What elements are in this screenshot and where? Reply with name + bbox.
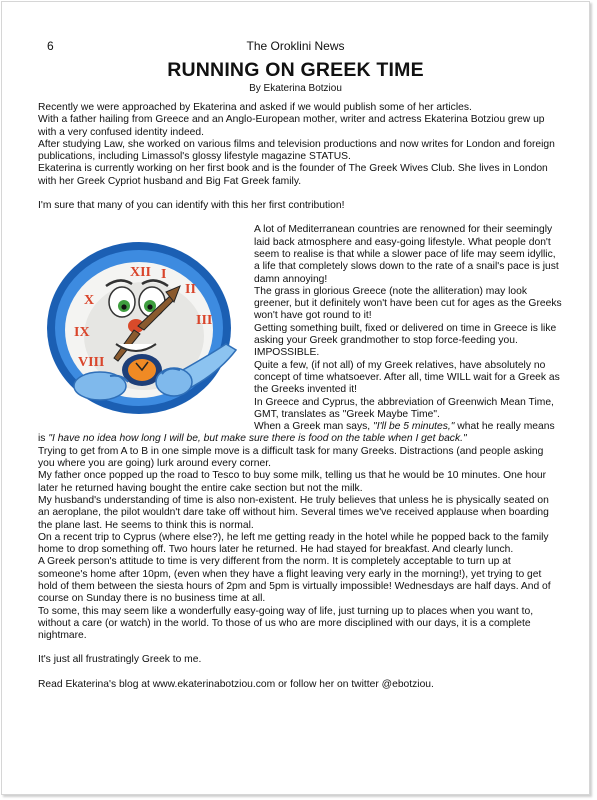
article-paragraph: Trying to get from A to B in one simple move is a difficult task for many Greeks. Distractions (and people asking you where you are going) lurk around every corner. <box>38 445 544 470</box>
intro-paragraph: Recently we were approached by Ekaterina and asked if we would publish some of her articles. <box>38 102 472 113</box>
numeral-i: I <box>161 267 167 283</box>
numeral-viii: VIII <box>78 355 105 371</box>
intro-paragraph: Ekaterina is currently working on her first book and is the founder of The Greek Wives Club. She lives in London with her Greek Cypriot husband and Big Fat Greek family. <box>38 163 548 187</box>
clock-illustration <box>40 226 246 420</box>
article-paragraph: My husband's understanding of time is also non-existent. He truly believes that unless he is physically seated on an aeroplane, the pilot wouldn't dare take off without him. Several times we've received applause when boarding the plane last. He seems to think this is normal. <box>38 494 549 531</box>
article-paragraph: Quite a few, (if not all) of my Greek relatives, have absolutely no concept of time whatsoever. After all, time WILL wait for a Greek as the Greeks invented it! <box>254 359 560 396</box>
article-byline: By Ekaterina Botziou <box>249 83 342 94</box>
quote-emphasis: "I have no idea how long I will be, but make sure there is food on the table when I get back." <box>48 433 467 445</box>
numeral-xii: XII <box>130 265 152 281</box>
newspaper-name: The Oroklini News <box>246 39 345 53</box>
article-paragraph: A Greek person's attitude to time is very different from the norm. It is completely acceptable to turn up at someone's home after 10pm, (even when they have a flight leaving very early in the morning!), yet trying to get hold of them between the siesta hours of 2pm and 5pm is virtually impossible! Wednesdays are half days. And of course on Sunday there is no business time at all. <box>38 556 551 605</box>
numeral-x: X <box>84 293 95 309</box>
numeral-iii: III <box>196 313 213 329</box>
page-number: 6 <box>47 39 54 53</box>
article-body <box>38 102 562 691</box>
article-title: RUNNING ON GREEK TIME <box>167 59 424 81</box>
closing-line: It's just all frustratingly Greek to me. <box>38 654 202 666</box>
article-paragraph: To some, this may seem like a wonderfully easy-going way of life, just turning up to places when you want to, without a care (or watch) in the world. To those of us who are more disciplined with our days, it is a complete nightmare. <box>38 605 534 642</box>
lead-in-paragraph: I'm sure that many of you can identify with this her first contribution! <box>38 200 345 212</box>
numeral-ii: II <box>185 282 196 298</box>
quote-text: When a Greek man says, <box>254 421 374 433</box>
newspaper-page <box>1 1 590 795</box>
numeral-ix: IX <box>74 325 90 341</box>
article-paragraph: My father once popped up the road to Tesco to buy some milk, telling us that he would be 10 minutes. One hour later he returned having bought the entire cake section but not the milk. <box>38 470 547 494</box>
quote-paragraph <box>38 421 562 446</box>
article-paragraph: The grass in glorious Greece (note the alliteration) may look greener, but it definitely won't have been cut for ages as the Greeks won't have got round to it! <box>254 285 562 322</box>
intro-paragraph: After studying Law, she worked on various films and television productions and now writes for London and foreign publications, including Limassol's glossy lifestyle magazine STATUS. <box>38 138 555 163</box>
article-paragraph: In Greece and Cyprus, the abbreviation of Greenwich Mean Time, GMT, translates as "Greek Maybe Time". <box>254 396 554 420</box>
blog-footer: Read Ekaterina's blog at www.ekaterinabotziou.com or follow her on twitter @ebotziou. <box>38 678 434 690</box>
quote-emphasis: "I'll be 5 minutes," <box>373 421 455 433</box>
article-paragraph: A lot of Mediterranean countries are renowned for their seemingly laid back atmosphere and easy-going lifestyle. What people don't seem to realise is that while a slower pace of life may seem idyllic, a life that completely slows down to the rate of a snail's pace is just damn annoying! <box>254 224 559 285</box>
quote-text: what he really means is <box>38 421 555 445</box>
cartoon-clock-icon <box>40 226 246 420</box>
article-paragraph: Getting something built, fixed or delivered on time in Greece is like asking your Greek grandmother to stop force-feeding you. IMPOSSIBLE. <box>254 322 557 359</box>
intro-paragraph: With a father hailing from Greece and an Anglo-European mother, writer and actress Ekaterina Botziou grew up with a very confused identity indeed. <box>38 114 545 138</box>
article-paragraph: On a recent trip to Cyprus (where else?), he left me getting ready in the hotel while he popped back to the family home to drop something off. Two hours later he returned. He had stayed for breakfast. And clearly lunch. <box>38 531 549 556</box>
